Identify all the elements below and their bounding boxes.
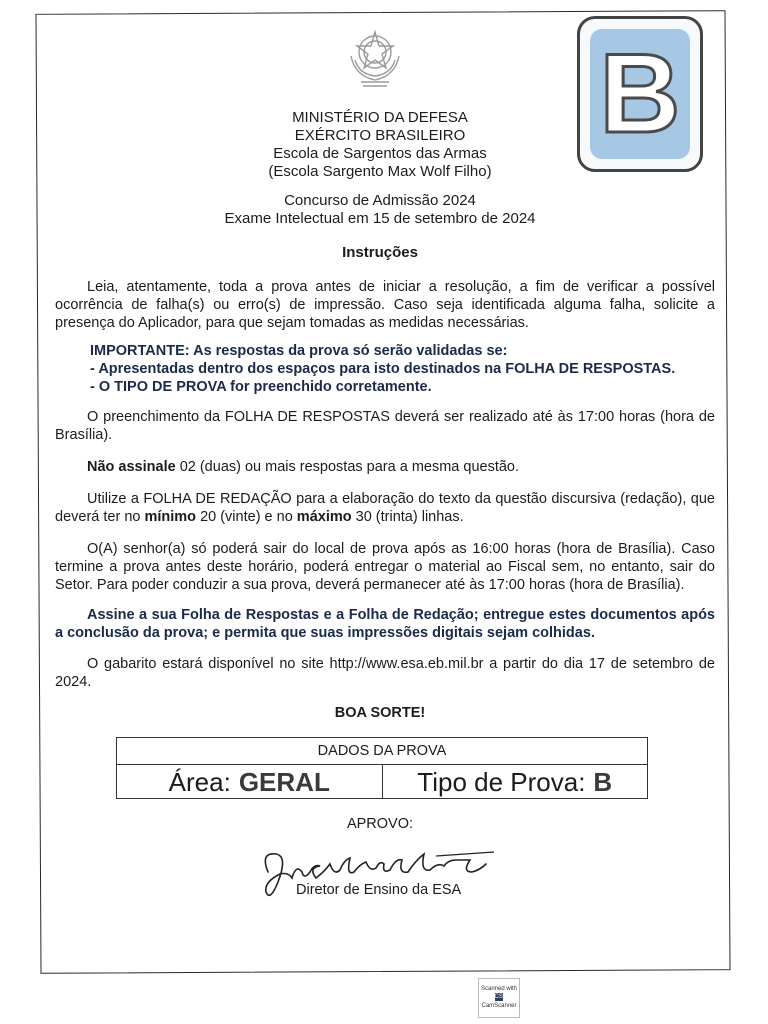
instruction-paragraph-6: Assine a sua Folha de Respostas e a Folha de Redação; entregue estes documentos após a conclusão da prova; e permita que suas impressões digitais sejam colhidas.	[55, 607, 715, 641]
instruction-paragraph-1: Leia, atentamente, toda a prova antes de iniciar a resolução, a fim de verificar a possível ocorrência de falha(s) ou erro(s) de impressão. Caso seja identificada alguma falha, solicite a presença do Aplicador, para que sejam tomadas as medidas necessárias.	[55, 279, 715, 331]
exam-type-value: B	[593, 766, 613, 797]
area-field	[117, 765, 382, 799]
exam-data-box	[116, 737, 648, 799]
signer-title: Diretor de Ensino da ESA	[296, 882, 462, 898]
emphasis-text: máximo	[296, 509, 352, 525]
instruction-paragraph-2: O preenchimento da FOLHA DE RESPOSTAS deverá ser realizado até às 17:00 horas (hora de Brasília).	[55, 409, 715, 443]
important-item-1: - Apresentadas dentro dos espaços para isto destinados na FOLHA DE RESPOSTAS.	[90, 361, 676, 377]
approval-label: APROVO:	[346, 816, 414, 832]
exam-data-title: DADOS DA PROVA	[117, 738, 647, 765]
instructions-title: Instruções	[342, 244, 418, 261]
camscanner-logo-icon: CS	[494, 994, 503, 1000]
paragraph-text: 20 (vinte) e no	[196, 509, 297, 525]
instruction-paragraph-5: O(A) senhor(a) só poderá sair do local de prova após as 16:00 horas (hora de Brasília). Caso termine a prova antes deste horário, poderá entregar o material ao Fiscal sem, no entanto, sair do Setor. Para poder conduzir a sua prova, deverá permanecer até às 17:00 horas (hora de Brasília).	[55, 541, 715, 593]
exam-type-field	[382, 765, 648, 799]
exam-type-letter: B	[599, 31, 681, 156]
exam-header	[180, 192, 580, 228]
scanner-brand: CamScanner	[481, 1002, 517, 1009]
army-name: EXÉRCITO BRASILEIRO	[294, 127, 466, 144]
paragraph-text: 30 (trinta) linhas.	[351, 509, 464, 525]
institution-header	[180, 109, 580, 181]
instruction-paragraph-7: O gabarito estará disponível no site http://www.esa.eb.mil.br a partir do dia 17 de setembro de 2024.	[55, 656, 715, 690]
emphasis-text: mínimo	[144, 509, 197, 525]
exam-type-label: Tipo de Prova:	[417, 766, 586, 797]
area-label: Área:	[168, 766, 231, 797]
exam-type-badge	[577, 16, 703, 172]
ministry-name: MINISTÉRIO DA DEFESA	[292, 109, 468, 126]
school-subtitle: (Escola Sargento Max Wolf Filho)	[268, 163, 492, 180]
area-value: GERAL	[238, 766, 330, 797]
instruction-paragraph-4	[55, 490, 715, 526]
emphasis-text: Não assinale	[87, 459, 176, 475]
important-item-2: - O TIPO DE PROVA for preenchido corretamente.	[90, 379, 432, 395]
coat-of-arms-icon	[345, 26, 405, 88]
important-heading: IMPORTANTE: As respostas da prova só serão validadas se:	[90, 343, 508, 359]
exam-title: Concurso de Admissão 2024	[284, 192, 476, 209]
scanner-watermark	[478, 978, 520, 1018]
closing-message: BOA SORTE!	[334, 705, 426, 721]
paragraph-text: Utilize a FOLHA DE REDAÇÃO para a elaboração do texto da questão discursiva (redação), que deverá ter no	[55, 491, 715, 525]
paragraph-text: 02 (duas) ou mais respostas para a mesma questão.	[175, 459, 520, 475]
instruction-paragraph-3	[55, 458, 715, 476]
scanner-text: Scanned with	[480, 986, 518, 992]
important-notice	[90, 342, 710, 396]
exam-date: Exame Intelectual em 15 de setembro de 2024	[224, 210, 536, 227]
school-name: Escola de Sargentos das Armas	[273, 145, 487, 162]
